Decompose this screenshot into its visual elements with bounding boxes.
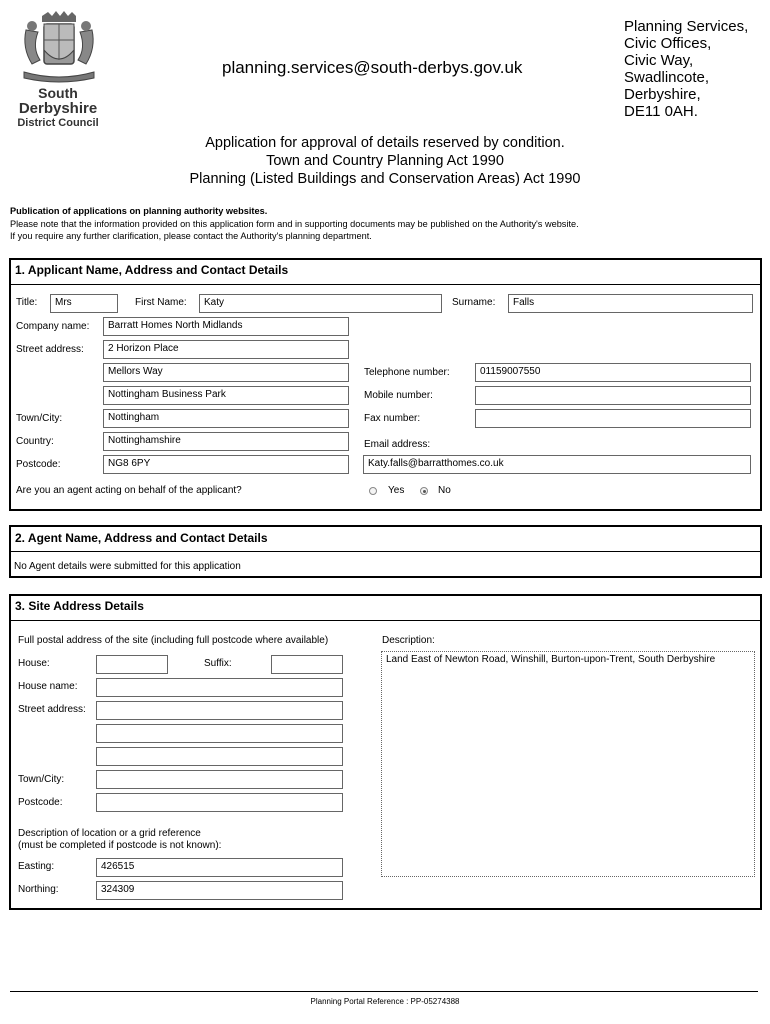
house-name-field[interactable] (96, 678, 343, 697)
street-label: Street address: (16, 344, 84, 355)
site-town-field[interactable] (96, 770, 343, 789)
house-name-label: House name: (18, 681, 78, 692)
telephone-field[interactable]: 01159007550 (475, 363, 751, 382)
address-line: Civic Offices, (624, 35, 712, 52)
agent-no-radio[interactable] (420, 487, 428, 495)
grid-note (18, 828, 221, 852)
title-line1: Application for approval of details reserved by condition. (205, 135, 565, 151)
header-email[interactable]: planning.services@south-derbys.gov.uk (222, 58, 523, 77)
description-field[interactable]: Land East of Newton Road, Winshill, Burton-upon-Trent, South Derbyshire (381, 651, 755, 877)
first-name-label: First Name: (135, 297, 187, 308)
site-street-field-3[interactable] (96, 747, 343, 766)
email-label: Email address: (364, 439, 431, 450)
address-line: Swadlincote, (624, 69, 710, 86)
address-line: Civic Way, (624, 52, 694, 69)
section-divider (10, 620, 761, 621)
northing-field[interactable]: 324309 (96, 881, 343, 900)
surname-field[interactable]: Falls (508, 294, 753, 313)
northing-label: Northing: (18, 884, 59, 895)
postcode-label: Postcode: (16, 459, 61, 470)
address-line: DE11 0AH. (624, 103, 698, 120)
country-field[interactable]: Nottinghamshire (103, 432, 349, 451)
street-field-3[interactable]: Nottingham Business Park (103, 386, 349, 405)
town-field[interactable]: Nottingham (103, 409, 349, 428)
email-field[interactable]: Katy.falls@barratthomes.co.uk (363, 455, 751, 474)
applicant-heading: 1. Applicant Name, Address and Contact Details (15, 263, 289, 277)
council-name (8, 86, 108, 131)
agent-question: Are you an agent acting on behalf of the applicant? (16, 485, 242, 496)
country-label: Country: (16, 436, 54, 447)
easting-label: Easting: (18, 861, 55, 872)
site-heading: 3. Site Address Details (15, 599, 144, 613)
publication-notice (10, 205, 579, 243)
company-field[interactable]: Barratt Homes North Midlands (103, 317, 349, 336)
agent-text: No Agent details were submitted for this application (14, 561, 241, 572)
grid-note-line1: Description of location or a grid reference (18, 828, 201, 839)
site-street-field-1[interactable] (96, 701, 343, 720)
description-label: Description: (382, 635, 435, 646)
title-label: Title: (16, 297, 38, 308)
house-field[interactable] (96, 655, 168, 674)
title-line2: Town and Country Planning Act 1990 (266, 153, 504, 169)
section-divider (10, 284, 761, 285)
telephone-label: Telephone number: (364, 367, 450, 378)
publication-heading: Publication of applications on planning authority websites. (10, 206, 268, 216)
company-label: Company name: (16, 321, 90, 332)
site-street-field-2[interactable] (96, 724, 343, 743)
street-field-2[interactable]: Mellors Way (103, 363, 349, 382)
publication-line1: Please note that the information provided on this application form and in supporting documents may be published on the Authority's website. (10, 218, 579, 229)
site-street-label: Street address: (18, 704, 86, 715)
first-name-field[interactable]: Katy (199, 294, 442, 313)
site-postcode-label: Postcode: (18, 797, 63, 808)
fax-label: Fax number: (364, 413, 421, 424)
portal-reference: Planning Portal Reference : PP-05274388 (310, 997, 460, 1006)
section-divider (10, 551, 761, 552)
address-line: Derbyshire, (624, 86, 701, 103)
title-line3: Planning (Listed Buildings and Conservation Areas) Act 1990 (189, 171, 581, 187)
suffix-label: Suffix: (204, 658, 232, 669)
grid-note-line2: (must be completed if postcode is not known): (18, 840, 222, 851)
site-postcode-field[interactable] (96, 793, 343, 812)
fax-field[interactable] (475, 409, 751, 428)
house-label: House: (18, 658, 50, 669)
easting-field[interactable]: 426515 (96, 858, 343, 877)
council-line1: South (38, 85, 78, 101)
agent-yes-radio[interactable] (369, 487, 377, 495)
agent-heading: 2. Agent Name, Address and Contact Details (15, 531, 268, 545)
council-line3: District Council (17, 117, 99, 129)
site-town-label: Town/City: (18, 774, 65, 785)
header-address (624, 18, 748, 120)
postcode-field[interactable]: NG8 6PY (103, 455, 349, 474)
form-title (0, 134, 770, 188)
footer-divider (10, 991, 758, 992)
council-line2: Derbyshire (18, 100, 98, 117)
suffix-field[interactable] (271, 655, 343, 674)
address-line: Planning Services, (624, 18, 749, 35)
yes-label: Yes (388, 485, 405, 496)
surname-label: Surname: (452, 297, 496, 308)
no-label: No (438, 485, 451, 496)
site-intro: Full postal address of the site (including full postcode where available) (18, 635, 329, 646)
street-field-1[interactable]: 2 Horizon Place (103, 340, 349, 359)
title-field[interactable]: Mrs (50, 294, 118, 313)
mobile-field[interactable] (475, 386, 751, 405)
town-label: Town/City: (16, 413, 63, 424)
mobile-label: Mobile number: (364, 390, 433, 401)
publication-line2: If you require any further clarification, please contact the Authority's planning department. (10, 231, 372, 241)
